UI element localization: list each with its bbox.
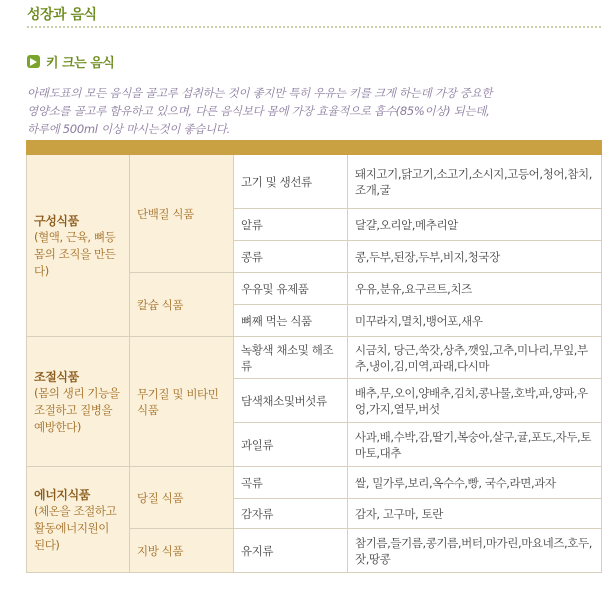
intro-line: 영양소를 골고루 함유하고 있으며, 다른 음식보다 몸에 가장 효율적으로 흡수(85%이상) 되는데, bbox=[27, 104, 490, 118]
group-cell: 과일류 bbox=[234, 423, 348, 467]
subcategory-cell: 지방 식품 bbox=[130, 529, 234, 573]
category-cell bbox=[27, 337, 130, 467]
title-divider bbox=[27, 24, 603, 29]
subcategory-cell: 당질 식품 bbox=[130, 467, 234, 529]
category-cell bbox=[27, 155, 130, 337]
items-cell: 시금치, 당근,쑥갓,상추,깻잎,고추,미나리,무잎,부추,냉이,김,미역,파래,다시마 bbox=[348, 337, 602, 379]
category-desc: (체온을 조절하고 활동에너지원이 된다) bbox=[34, 503, 117, 552]
items-cell: 참기름,들기름,콩기름,버터,마가린,마요네즈,호두,잣,땅콩 bbox=[348, 529, 602, 573]
group-cell: 콩류 bbox=[234, 241, 348, 273]
play-arrow-icon bbox=[27, 55, 40, 68]
items-cell: 돼지고기,닭고기,소고기,소시지,고등어,청어,참치,조개,굴 bbox=[348, 155, 602, 209]
category-name: 구성식품 bbox=[34, 213, 79, 228]
group-cell: 곡류 bbox=[234, 467, 348, 499]
items-cell: 배추,무,오이,양배추,김치,콩나물,호박,파,양파,우엉,가지,열무,버섯 bbox=[348, 379, 602, 423]
items-cell: 사과,배,수박,감,딸기,복숭아,살구,귤,포도,자두,토마토,대추 bbox=[348, 423, 602, 467]
group-cell: 뼈째 먹는 식품 bbox=[234, 305, 348, 337]
food-table bbox=[26, 140, 602, 573]
category-name: 조절식품 bbox=[34, 369, 79, 384]
items-cell: 우유,분유,요구르트,치즈 bbox=[348, 273, 602, 305]
items-cell: 미꾸라지,멸치,뱅어포,새우 bbox=[348, 305, 602, 337]
category-desc: (몸의 생리 기능을 조절하고 질병을 예방한다) bbox=[34, 385, 120, 434]
items-cell: 감자, 고구마, 토란 bbox=[348, 499, 602, 529]
subcategory-cell: 단백질 식품 bbox=[130, 155, 234, 273]
intro-text bbox=[27, 84, 597, 138]
intro-line: 하루에 500ml 이상 마시는것이 좋습니다. bbox=[27, 122, 230, 136]
subcategory-cell: 칼슘 식품 bbox=[130, 273, 234, 337]
page-title: 성장과 음식 bbox=[27, 7, 97, 23]
items-cell: 콩,두부,된장,두부,비지,청국장 bbox=[348, 241, 602, 273]
section-header bbox=[27, 52, 114, 71]
subcategory-cell: 무기질 및 비타민 식품 bbox=[130, 337, 234, 467]
group-cell: 녹황색 채소및 해조류 bbox=[234, 337, 348, 379]
table-row bbox=[27, 467, 602, 499]
group-cell: 유지류 bbox=[234, 529, 348, 573]
group-cell: 알류 bbox=[234, 209, 348, 241]
table-row bbox=[27, 155, 602, 209]
group-cell: 담색채소및버섯류 bbox=[234, 379, 348, 423]
category-desc: (혈액, 근육, 뼈등 몸의 조직을 만든다) bbox=[34, 229, 116, 278]
section-title: 키 크는 음식 bbox=[46, 56, 115, 71]
table-header-bar bbox=[27, 141, 602, 155]
group-cell: 감자류 bbox=[234, 499, 348, 529]
intro-line: 아래도표의 모든 음식을 골고루 섭취하는 것이 좋지만 특히 우유는 키를 크게 하는데 가장 중요한 bbox=[27, 86, 493, 100]
group-cell: 우유및 유제품 bbox=[234, 273, 348, 305]
category-cell bbox=[27, 467, 130, 573]
group-cell: 고기 및 생선류 bbox=[234, 155, 348, 209]
items-cell: 달걀,오리알,메추리알 bbox=[348, 209, 602, 241]
items-cell: 쌀, 밀가루,보리,옥수수,빵, 국수,라면,과자 bbox=[348, 467, 602, 499]
category-name: 에너지식품 bbox=[34, 487, 90, 502]
table-row bbox=[27, 337, 602, 379]
